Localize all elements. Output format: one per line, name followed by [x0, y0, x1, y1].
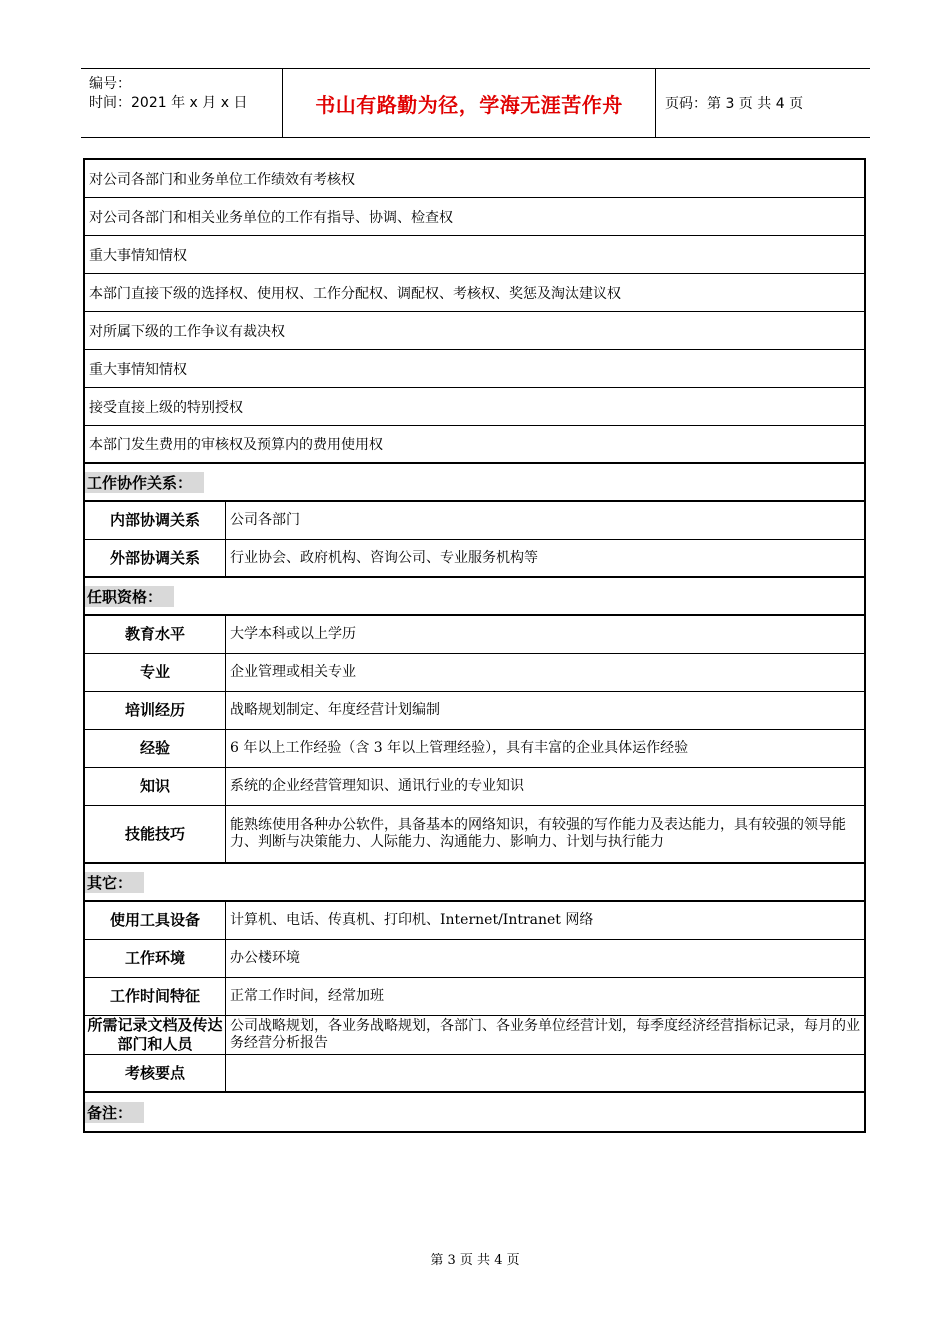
section-header-qualifications: [85, 578, 864, 616]
section-header-remarks: [85, 1093, 864, 1131]
field-label: 知识: [85, 768, 226, 805]
table-row: [85, 540, 864, 578]
section-title: 其它：: [85, 872, 144, 893]
field-value: 企业管理或相关专业: [230, 664, 356, 680]
authority-row: [85, 350, 864, 388]
field-label: 工作时间特征: [85, 978, 226, 1015]
field-value: 公司战略规划，各业务战略规划，各部门、各业务单位经营计划，每季度经济经营指标记录，每月的业务经营分析报告: [230, 1018, 860, 1051]
table-row: [85, 1016, 864, 1055]
table-row: [85, 768, 864, 806]
page-footer: 第 3 页 共 4 页: [430, 1253, 520, 1268]
authority-row: [85, 312, 864, 350]
authority-row: [85, 388, 864, 426]
authority-row: [85, 274, 864, 312]
authority-text: 本部门直接下级的选择权、使用权、工作分配权、调配权、考核权、奖惩及淘汰建议权: [89, 285, 621, 302]
field-label: 考核要点: [85, 1055, 226, 1091]
field-value: 6 年以上工作经验（含 3 年以上管理经验），具有丰富的企业具体运作经验: [230, 740, 689, 756]
document-number-label: 编号：: [89, 76, 131, 92]
field-value: 公司各部门: [230, 512, 300, 528]
field-label: 工作环境: [85, 940, 226, 977]
field-label: 经验: [85, 730, 226, 767]
field-label: 所需记录文档及传达部门和人员: [85, 1016, 226, 1054]
section-title: 工作协作关系：: [85, 472, 204, 493]
field-value: 行业协会、政府机构、咨询公司、专业服务机构等: [230, 549, 538, 566]
field-label: 内部协调关系: [85, 502, 226, 539]
authority-row: [85, 160, 864, 198]
authority-text: 对公司各部门和业务单位工作绩效有考核权: [89, 171, 355, 188]
authority-text: 接受直接上级的特别授权: [89, 399, 243, 416]
motto-text: 书山有路勤为径，学海无涯苦作舟: [315, 92, 623, 117]
table-row: [85, 940, 864, 978]
field-label: 技能技巧: [85, 806, 226, 862]
authority-text: 重大事情知情权: [89, 247, 187, 264]
field-value: 能熟练使用各种办公软件，具备基本的网络知识，有较强的写作能力及表达能力，具有较强的领导能力、判断与决策能力、人际能力、沟通能力、影响力、计划与执行能力: [230, 817, 846, 850]
table-row: [85, 654, 864, 692]
header-meta-cell: [81, 69, 281, 137]
section-header-cooperation: [85, 464, 864, 502]
page-info: 页码：第 3 页 共 4 页: [665, 96, 804, 112]
authority-text: 对所属下级的工作争议有裁决权: [89, 323, 285, 340]
field-value: 大学本科或以上学历: [230, 626, 356, 642]
authority-row: [85, 236, 864, 274]
authority-text: 重大事情知情权: [89, 361, 187, 378]
authority-text: 对公司各部门和相关业务单位的工作有指导、协调、检查权: [89, 209, 453, 226]
header-page-cell: [655, 69, 870, 137]
document-date: 时间：2021 年 x 月 x 日: [89, 95, 248, 111]
table-row: [85, 978, 864, 1016]
table-row: [85, 1055, 864, 1093]
table-row: [85, 692, 864, 730]
table-row: [85, 502, 864, 540]
header-motto-cell: [282, 69, 656, 137]
job-description-table: [83, 158, 866, 1133]
section-title: 备注：: [85, 1102, 144, 1123]
field-value: 战略规划制定、年度经营计划编制: [230, 702, 440, 718]
authority-row: [85, 198, 864, 236]
table-row: [85, 616, 864, 654]
authority-row: [85, 426, 864, 464]
field-label: 教育水平: [85, 616, 226, 653]
table-row: [85, 806, 864, 864]
field-label: 专业: [85, 654, 226, 691]
field-label: 培训经历: [85, 692, 226, 729]
field-label: 使用工具设备: [85, 902, 226, 939]
section-title: 任职资格：: [85, 586, 174, 607]
section-header-other: [85, 864, 864, 902]
table-row: [85, 902, 864, 940]
field-value: 系统的企业经营管理知识、通讯行业的专业知识: [230, 778, 524, 794]
field-value: [226, 1055, 864, 1091]
authority-text: 本部门发生费用的审核权及预算内的费用使用权: [89, 437, 383, 453]
table-row: [85, 730, 864, 768]
document-header: [81, 68, 870, 138]
field-value: 办公楼环境: [230, 950, 300, 966]
field-value: 正常工作时间，经常加班: [230, 988, 384, 1004]
field-value: 计算机、电话、传真机、打印机、Internet/Intranet 网络: [230, 912, 594, 928]
field-label: 外部协调关系: [85, 540, 226, 576]
